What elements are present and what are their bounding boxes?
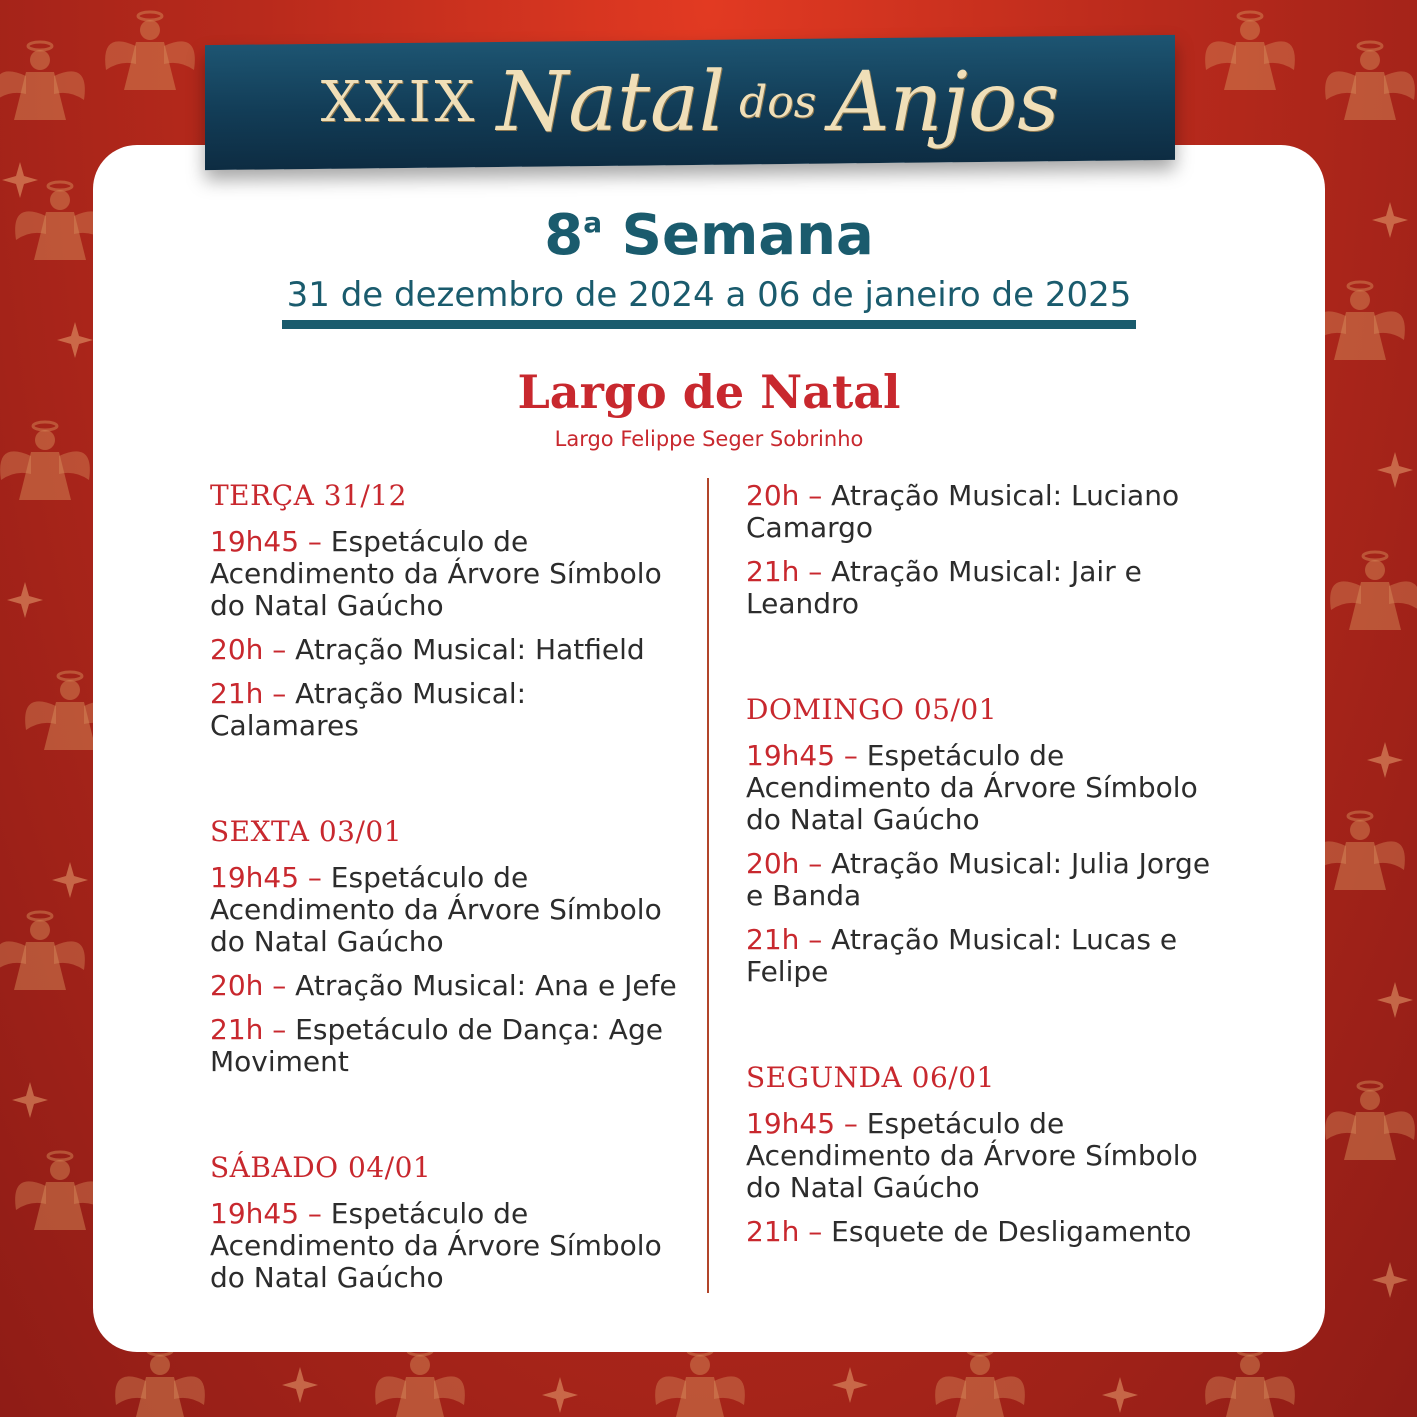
date-range: 31 de dezembro de 2024 a 06 de janeiro de 2025 [286, 275, 1132, 315]
logo-natal: Natal [496, 55, 726, 150]
event-time: 21h – [746, 923, 823, 956]
day-block [210, 816, 680, 1078]
event-desc: Atração Musical: Calamares [210, 677, 527, 742]
event-item [746, 1216, 1216, 1248]
day-block [210, 1152, 680, 1294]
day-label: DOMINGO 05/01 [746, 693, 998, 726]
event-time: 21h – [210, 1013, 287, 1046]
event-desc: Espetáculo de Acendimento da Árvore Símbolo do Natal Gaúcho [746, 1107, 1198, 1204]
event-desc: Espetáculo de Acendimento da Árvore Símbolo do Natal Gaúcho [210, 525, 662, 622]
event-time: 21h – [210, 677, 287, 710]
event-item [746, 740, 1216, 836]
event-time: 19h45 – [746, 739, 858, 772]
venue-address: Largo Felippe Seger Sobrinho [554, 427, 864, 451]
event-item [210, 1198, 680, 1294]
event-item [210, 970, 680, 1002]
event-time: 21h – [746, 555, 823, 588]
event-item [746, 924, 1216, 988]
schedule-card [93, 145, 1325, 1352]
day-block [746, 694, 1216, 988]
title-underline [282, 320, 1136, 329]
event-time: 20h – [210, 969, 287, 1002]
day-block [746, 1062, 1216, 1248]
logo-dos: dos [739, 77, 817, 128]
day-block [210, 480, 680, 742]
event-desc: Atração Musical: Luciano Camargo [746, 479, 1180, 544]
schedule-left-column [210, 480, 680, 1306]
event-desc: Atração Musical: Julia Jorge e Banda [746, 847, 1211, 912]
event-item [210, 678, 680, 742]
event-desc: Espetáculo de Acendimento da Árvore Símbolo do Natal Gaúcho [746, 739, 1198, 836]
schedule-right-column [746, 480, 1216, 1260]
event-desc: Espetáculo de Acendimento da Árvore Símbolo do Natal Gaúcho [210, 1197, 662, 1294]
logo-anjos: Anjos [830, 55, 1060, 150]
logo-numeral: XXIX [320, 70, 479, 135]
event-item [210, 526, 680, 622]
venue-title: Largo de Natal [517, 365, 901, 419]
event-desc: Atração Musical: Hatfield [286, 633, 645, 666]
event-desc: Esquete de Desligamento [822, 1215, 1192, 1248]
event-time: 19h45 – [746, 1107, 858, 1140]
day-label: SEGUNDA 06/01 [746, 1061, 995, 1094]
day-label: TERÇA 31/12 [210, 479, 407, 512]
event-item [210, 1014, 680, 1078]
column-divider [707, 478, 709, 1293]
day-label: SEXTA 03/01 [210, 815, 403, 848]
event-desc: Atração Musical: Ana e Jefe [286, 969, 677, 1002]
event-item [746, 848, 1216, 912]
event-item [746, 1108, 1216, 1204]
event-time: 20h – [210, 633, 287, 666]
event-item [746, 480, 1216, 544]
event-time: 20h – [746, 847, 823, 880]
event-logo [205, 40, 1175, 165]
event-time: 20h – [746, 479, 823, 512]
event-time: 19h45 – [210, 1197, 322, 1230]
event-desc: Espetáculo de Acendimento da Árvore Símbolo do Natal Gaúcho [210, 861, 662, 958]
event-time: 19h45 – [210, 861, 322, 894]
day-label: SÁBADO 04/01 [210, 1151, 432, 1184]
event-time: 19h45 – [210, 525, 322, 558]
event-item [210, 862, 680, 958]
event-item [210, 634, 680, 666]
event-desc: Espetáculo de Dança: Age Moviment [210, 1013, 663, 1078]
day-block [746, 480, 1216, 620]
week-title: 8$^a$ Semana [544, 203, 874, 268]
event-item [746, 556, 1216, 620]
event-time: 21h – [746, 1215, 823, 1248]
event-desc: Atração Musical: Jair e Leandro [746, 555, 1142, 620]
event-desc: Atração Musical: Lucas e Felipe [746, 923, 1178, 988]
